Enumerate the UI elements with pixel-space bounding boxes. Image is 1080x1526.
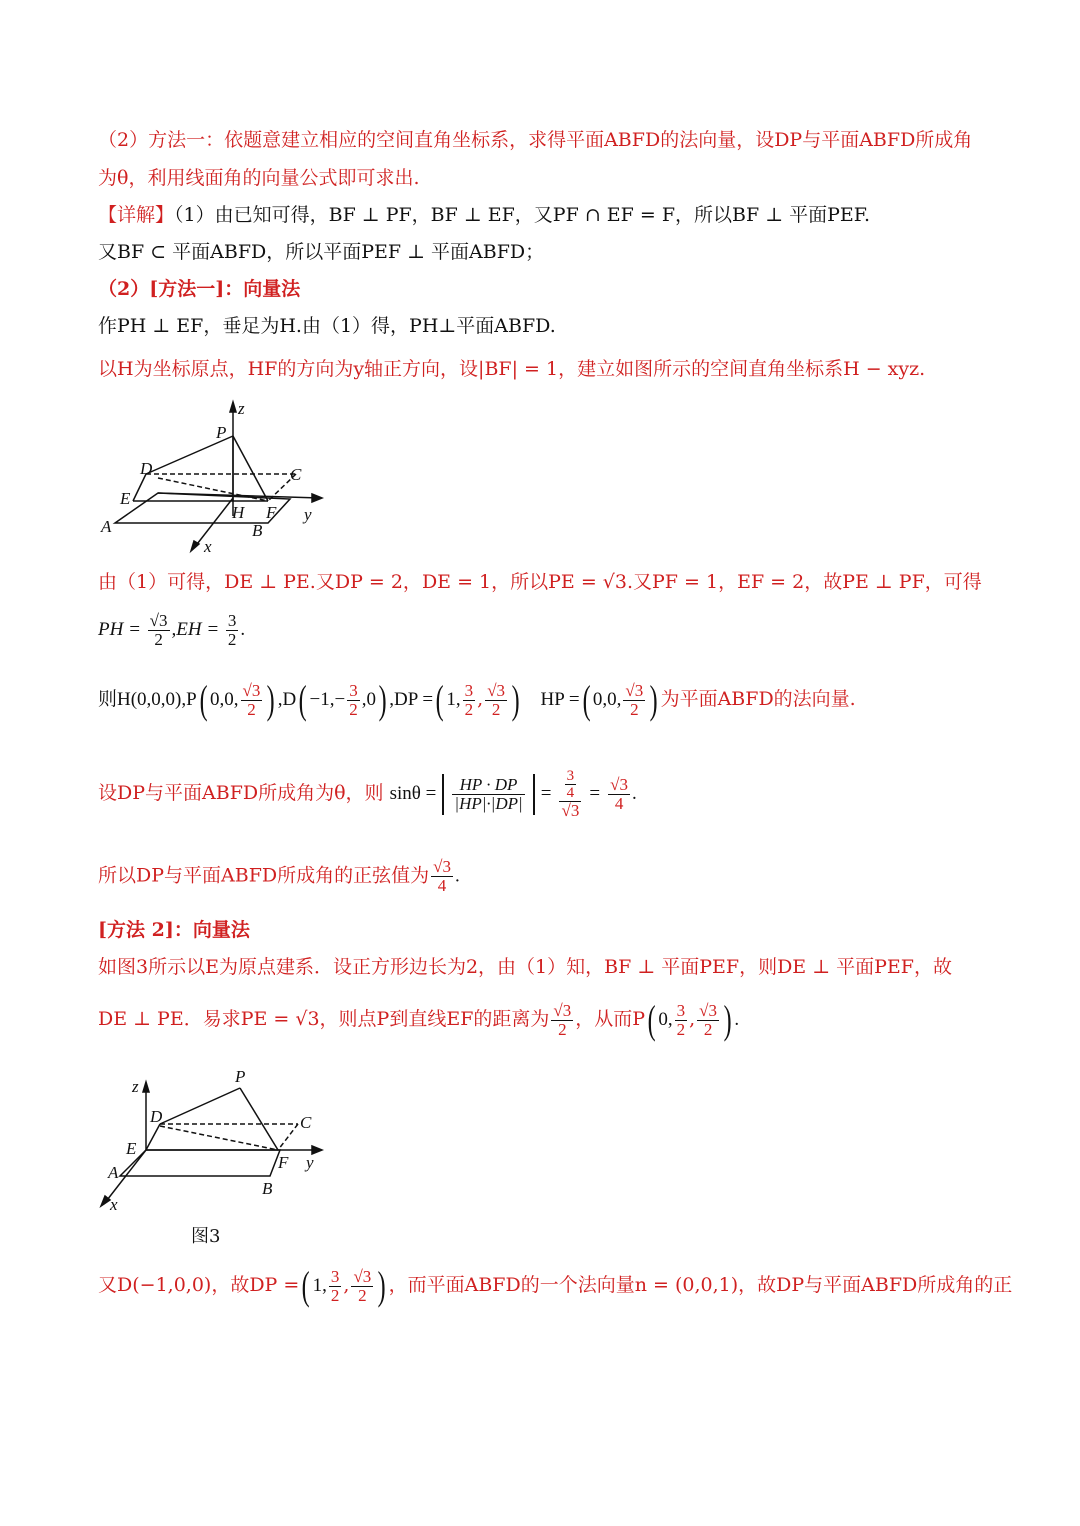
line-sine-result: 所以DP与平面ABFD所成角的正弦值为 $\frac{√3}{4}$ . bbox=[98, 857, 460, 895]
frac-num: 3 bbox=[464, 680, 474, 700]
frac-dp-z2 bbox=[351, 1268, 373, 1305]
line-coordinates: 则H(0,0,0),P( 0,0, $\frac{√3}{2}$ ) ,D( −1,− $\frac{3}{2}$ ,0) ,DP =( 1, $\frac{3}{2}$ , $\frac{√3}{2}$ ) HP =( 0,0, $\frac{√3}{2}$ ) 为平面ABFD的法向量. bbox=[98, 677, 856, 722]
coord-d-z: ,0 bbox=[361, 689, 376, 710]
fig1-label-a: A bbox=[101, 517, 112, 536]
frac-p-z bbox=[241, 682, 263, 719]
fig1-label-x: x bbox=[204, 537, 212, 556]
frac-num: √3 bbox=[487, 680, 506, 700]
frac-den: 2 bbox=[247, 699, 256, 719]
fig1-label-z: z bbox=[238, 399, 245, 418]
fig1-label-e: E bbox=[120, 489, 131, 508]
ph-eq: PH = bbox=[98, 618, 141, 640]
frac-den: 2 bbox=[491, 699, 501, 719]
line-method-intro-2: 为θ，利用线面角的向量公式即可求出. bbox=[98, 167, 420, 189]
dp-x: 1, bbox=[312, 1275, 327, 1296]
frac-num: √3 bbox=[242, 680, 261, 700]
frac-p-y bbox=[675, 1002, 688, 1039]
frac-dp-z bbox=[485, 682, 507, 719]
frac-den: |HP|·|DP| bbox=[454, 793, 523, 813]
coord-h: 则H(0,0,0),P bbox=[98, 689, 197, 710]
line-dp-vector: 又D(−1,0,0)，故DP =( 1, $\frac{3}{2}$ , $\frac{√3}{2}$ ) ，而平面ABFD的一个法向量n = (0,0,1)，故DP与平面ABFD所成角的正 bbox=[98, 1263, 1013, 1308]
fig2-label-e: E bbox=[126, 1139, 137, 1158]
frac-den: 2 bbox=[464, 699, 474, 719]
frac-distance bbox=[551, 1002, 573, 1039]
frac-num: √3 bbox=[353, 1266, 372, 1286]
frac-num: 3 bbox=[676, 1000, 686, 1020]
frac-num bbox=[559, 768, 581, 802]
distance-text: DE ⊥ PE．易求PE = √3，则点P到直线EF的距离为 bbox=[98, 1008, 550, 1030]
vec-hp: HP = bbox=[540, 689, 580, 710]
frac-dot-product bbox=[452, 776, 524, 813]
line-ph-eh: PH = $\frac{√3}{2}$ ,EH = $\frac{3}{2}$ . bbox=[98, 611, 246, 649]
fig2-label-f: F bbox=[278, 1153, 289, 1172]
frac-hp-z bbox=[623, 682, 645, 719]
frac-sqrt3-over-4-result bbox=[431, 858, 453, 895]
line-method-intro: （2）方法一：依题意建立相应的空间直角坐标系，求得平面ABFD的法向量，设DP与平面ABFD所成角 bbox=[98, 129, 973, 151]
frac-p-z2 bbox=[697, 1002, 719, 1039]
fig1-label-d: D bbox=[140, 459, 153, 478]
frac-d-y bbox=[347, 682, 360, 719]
line-detail-1 bbox=[98, 203, 870, 227]
normal-vector-text: 为平面ABFD的法向量. bbox=[660, 688, 856, 710]
frac-den: 2 bbox=[630, 699, 639, 719]
normal-text-2: ，而平面ABFD的一个法向量n = (0,0,1)，故DP与平面ABFD所成角的正 bbox=[388, 1274, 1013, 1296]
fig1-label-b: B bbox=[252, 521, 263, 540]
point-p-x: 0, bbox=[658, 1009, 673, 1030]
eh-eq: ,EH = bbox=[171, 618, 220, 640]
fig2-label-a: A bbox=[108, 1163, 119, 1182]
frac-dp-y2 bbox=[329, 1268, 342, 1305]
frac-num: 3 bbox=[330, 1266, 340, 1286]
point-p-text: ，从而P bbox=[575, 1008, 646, 1030]
fig2-label-x: x bbox=[110, 1195, 118, 1214]
frac-num: √3 bbox=[625, 680, 644, 700]
fig1-label-f: F bbox=[266, 503, 277, 522]
fig2-label-y: y bbox=[306, 1153, 314, 1172]
dp-text: 又D(−1,0,0)，故DP = bbox=[98, 1274, 300, 1296]
frac-den: √3 bbox=[561, 801, 580, 820]
fig1-label-h: H bbox=[232, 503, 245, 522]
inner-den: 4 bbox=[566, 785, 575, 801]
frac-den: 2 bbox=[227, 630, 237, 649]
vec-hp-xy: 0,0, bbox=[592, 689, 622, 710]
fig1-label-p: P bbox=[216, 423, 227, 442]
line-sin-theta: 设DP与平面ABFD所成角为θ，则 sinθ = $\frac{HP \cdot DP}{|HP|\cdot|DP|}$ = $\frac{\frac{3}{4}}{√3}$ = $\frac{√3}{4}$ . bbox=[98, 768, 637, 820]
pyramid-figure-2 bbox=[98, 1064, 338, 1214]
frac-den: 2 bbox=[358, 1285, 367, 1305]
sine-result-text: 所以DP与平面ABFD所成角的正弦值为 bbox=[98, 864, 430, 887]
frac-sqrt3-over-4 bbox=[608, 776, 630, 813]
frac-den: 2 bbox=[154, 630, 163, 649]
line-pe-pf: 由（1）可得，DE ⊥ PE.又DP = 2，DE = 1，所以PE = √3.又PF = 1，EF = 2，故PE ⊥ PF，可得 bbox=[98, 571, 982, 593]
frac-num: 3 bbox=[227, 611, 237, 630]
frac-3-over-2 bbox=[226, 612, 239, 649]
frac-num: √3 bbox=[553, 1000, 572, 1020]
vec-dp: ,DP = bbox=[389, 689, 434, 710]
eq-1: = bbox=[540, 783, 552, 804]
eq-2: = bbox=[589, 783, 601, 804]
coord-d: ,D bbox=[277, 689, 297, 710]
line-method2-p: DE ⊥ PE．易求PE = √3，则点P到直线EF的距离为 $\frac{√3}{2}$ ，从而P( 0, $\frac{3}{2}$ , $\frac{√3}{2}$ ) . bbox=[98, 997, 740, 1042]
heading-method-2: [方法 2]：向量法 bbox=[98, 919, 250, 941]
fig2-label-c: C bbox=[300, 1113, 312, 1132]
figure-3-caption: 图3 bbox=[191, 1226, 221, 1247]
frac-den: 4 bbox=[437, 876, 447, 895]
frac-num: HP · DP bbox=[452, 776, 524, 795]
fig1-label-y: y bbox=[304, 505, 312, 524]
vec-dp-x: 1, bbox=[446, 689, 461, 710]
frac-sqrt3-over-2 bbox=[148, 612, 170, 649]
heading-method-1: （2）[方法一]：向量法 bbox=[98, 278, 301, 300]
pyramid-figure-1 bbox=[98, 398, 338, 558]
frac-num: 3 bbox=[349, 680, 358, 700]
fig1-label-c: C bbox=[290, 465, 302, 484]
frac-num: √3 bbox=[610, 774, 628, 794]
frac-den: 2 bbox=[703, 1019, 713, 1039]
sin-intro: 设DP与平面ABFD所成角为θ，则 bbox=[98, 782, 384, 804]
fig2-label-z: z bbox=[132, 1077, 139, 1096]
fig2-label-b: B bbox=[262, 1179, 273, 1198]
line-detail-2: 又BF ⊂ 平面ABFD，所以平面PEF ⊥ 平面ABFD； bbox=[98, 241, 545, 263]
line-method2-intro: 如图3所示以E为原点建系．设正方形边长为2，由（1）知，BF ⊥ 平面PEF，则DE ⊥ 平面PEF，故 bbox=[98, 956, 952, 978]
fig2-label-p: P bbox=[235, 1067, 246, 1086]
frac-num: √3 bbox=[433, 857, 451, 876]
fig2-label-d: D bbox=[150, 1107, 163, 1126]
sin-eq: sinθ = bbox=[389, 783, 437, 804]
frac-dp-y bbox=[463, 682, 476, 719]
frac-num: √3 bbox=[699, 1000, 717, 1020]
coord-p: 0,0, bbox=[210, 689, 239, 710]
coord-d-x: −1,− bbox=[309, 689, 346, 710]
line-coord-setup: 以H为坐标原点，HF的方向为y轴正方向，设|BF| = 1，建立如图所示的空间直角坐标系H − xyz. bbox=[98, 358, 926, 380]
frac-num: √3 bbox=[149, 611, 168, 630]
detail-text: （1）由已知可得，BF ⊥ PF，BF ⊥ EF，又PF ∩ EF = F，所以BF ⊥ 平面PEF. bbox=[174, 204, 871, 226]
line-ph: 作PH ⊥ EF，垂足为H.由（1）得，PH⊥平面ABFD. bbox=[98, 315, 556, 337]
frac-3over4-over-sqrt3 bbox=[559, 768, 581, 820]
abs-value bbox=[442, 774, 534, 815]
inner-num: 3 bbox=[566, 768, 575, 784]
frac-den: 4 bbox=[614, 793, 624, 813]
frac-den: 2 bbox=[330, 1285, 340, 1305]
frac-den: 2 bbox=[349, 699, 358, 719]
frac-den: 2 bbox=[558, 1019, 567, 1039]
frac-den: 2 bbox=[676, 1019, 686, 1039]
detail-tag: 【详解】 bbox=[98, 204, 175, 226]
